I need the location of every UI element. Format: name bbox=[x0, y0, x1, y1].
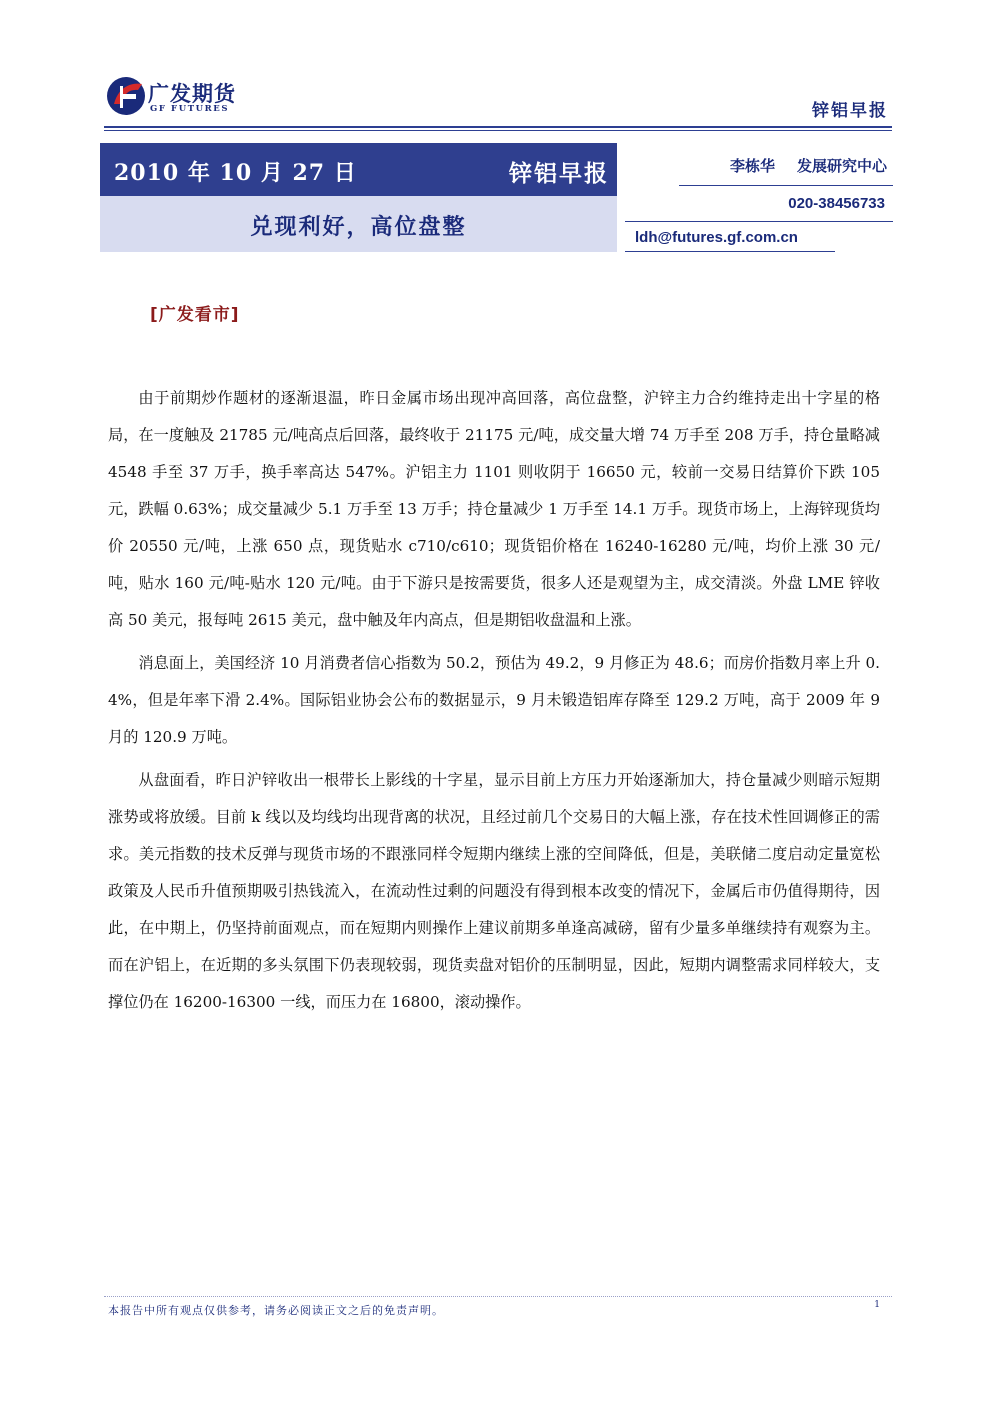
title-bar bbox=[100, 143, 617, 196]
gf-logo-icon bbox=[104, 74, 148, 118]
author-divider bbox=[679, 185, 893, 186]
author-email[interactable]: ldh@futures.gf.com.cn bbox=[635, 229, 798, 246]
paragraph-market-review: 由于前期炒作题材的逐渐退温，昨日金属市场出现冲高回落，高位盘整，沪锌主力合约维持走出十字星的格局，在一度触及 21785 元/吨高点后回落，最终收于 21175 元/吨，成交量大增 74 万手至 208 万手，持仓量略减 4548 手至 37 万手，换手率高达 547%。沪铝主力 1101 则收阴于 16650 元，较前一交易日结算价下跌 105 元，跌幅 0.63%；成交量减少 5.1 万手至 13 万手；持仓量减少 1 万手至 14.1 万手。现货市场上，上海锌现货均价 20550 元/吨，上涨 650 点，现货贴水 c710/c610；现货铝价格在 16240-16280 元/吨，均价上涨 30 元/吨，贴水 160 元/吨-贴水 120 元/吨。由于下游只是按需要货，很多人还是观望为主，成交清淡。外盘 LME 锌收高 50 美元，报每吨 2615 美元，盘中触及年内高点，但是期铝收盘温和上涨。 bbox=[108, 389, 880, 629]
author-block bbox=[625, 143, 893, 253]
report-name: 锌铝早报 bbox=[509, 161, 609, 187]
author-line bbox=[730, 155, 887, 176]
paragraph-technical-outlook: 从盘面看，昨日沪锌收出一根带长上影线的十字星，显示目前上方压力开始逐渐加大，持仓量减少则暗示短期涨势或将放缓。目前 k 线以及均线均出现背离的状况，且经过前几个交易日的大幅上涨，存在技术性回调修正的需求。美元指数的技术反弹与现货市场的不跟涨同样令短期内继续上涨的空间降低，但是，美联储二度启动定量宽松政策及人民币升值预期吸引热钱流入，在流动性过剩的问题没有得到根本改变的情况下，金属后市仍值得期待，因此，在中期上，仍坚持前面观点，而在短期内则操作上建议前期多单逢高减磅，留有少量多单继续持有观察为主。而在沪铝上，在近期的多头氛围下仍表现较弱，现货卖盘对铝价的压制明显，因此，短期内调整需求同样较大，支撑位仍在 16200-16300 一线，而压力在 16800，滚动操作。 bbox=[108, 771, 880, 1011]
section-heading: [广发看市] bbox=[150, 305, 240, 325]
author-name: 李栋华 bbox=[729, 157, 775, 175]
report-body bbox=[108, 380, 880, 1021]
report-headline: 兑现利好，高位盘整 bbox=[250, 215, 467, 240]
logo-text-en: GF FUTURES bbox=[150, 104, 230, 114]
headline-bar bbox=[100, 196, 617, 252]
footer-disclaimer: 本报告中所有观点仅供参考，请务必阅读正文之后的免责声明。 bbox=[108, 1304, 444, 1317]
author-phone: 020-38456733 bbox=[788, 195, 885, 212]
header-divider-thin bbox=[104, 130, 892, 131]
report-date: 2010 年 10 月 27 日 bbox=[114, 160, 357, 186]
footer-divider bbox=[104, 1296, 892, 1297]
author-department: 发展研究中心 bbox=[796, 157, 887, 175]
company-logo bbox=[104, 74, 274, 120]
email-divider bbox=[625, 251, 835, 252]
paragraph-news: 消息面上，美国经济 10 月消费者信心指数为 50.2，预估为 49.2，9 月修正为 48.6；而房价指数月率上升 0.4%，但是年率下滑 2.4%。国际铝业协会公布的数据显示，9 月未锻造铝库存降至 129.2 万吨，高于 2009 年 9 月的 120.9 万吨。 bbox=[108, 654, 880, 746]
header-divider bbox=[104, 126, 892, 128]
phone-divider bbox=[625, 221, 893, 222]
header-report-title: 锌铝早报 bbox=[812, 101, 888, 121]
logo-text-cn: 广发期货 bbox=[148, 82, 236, 106]
page-number: 1 bbox=[874, 1300, 880, 1310]
